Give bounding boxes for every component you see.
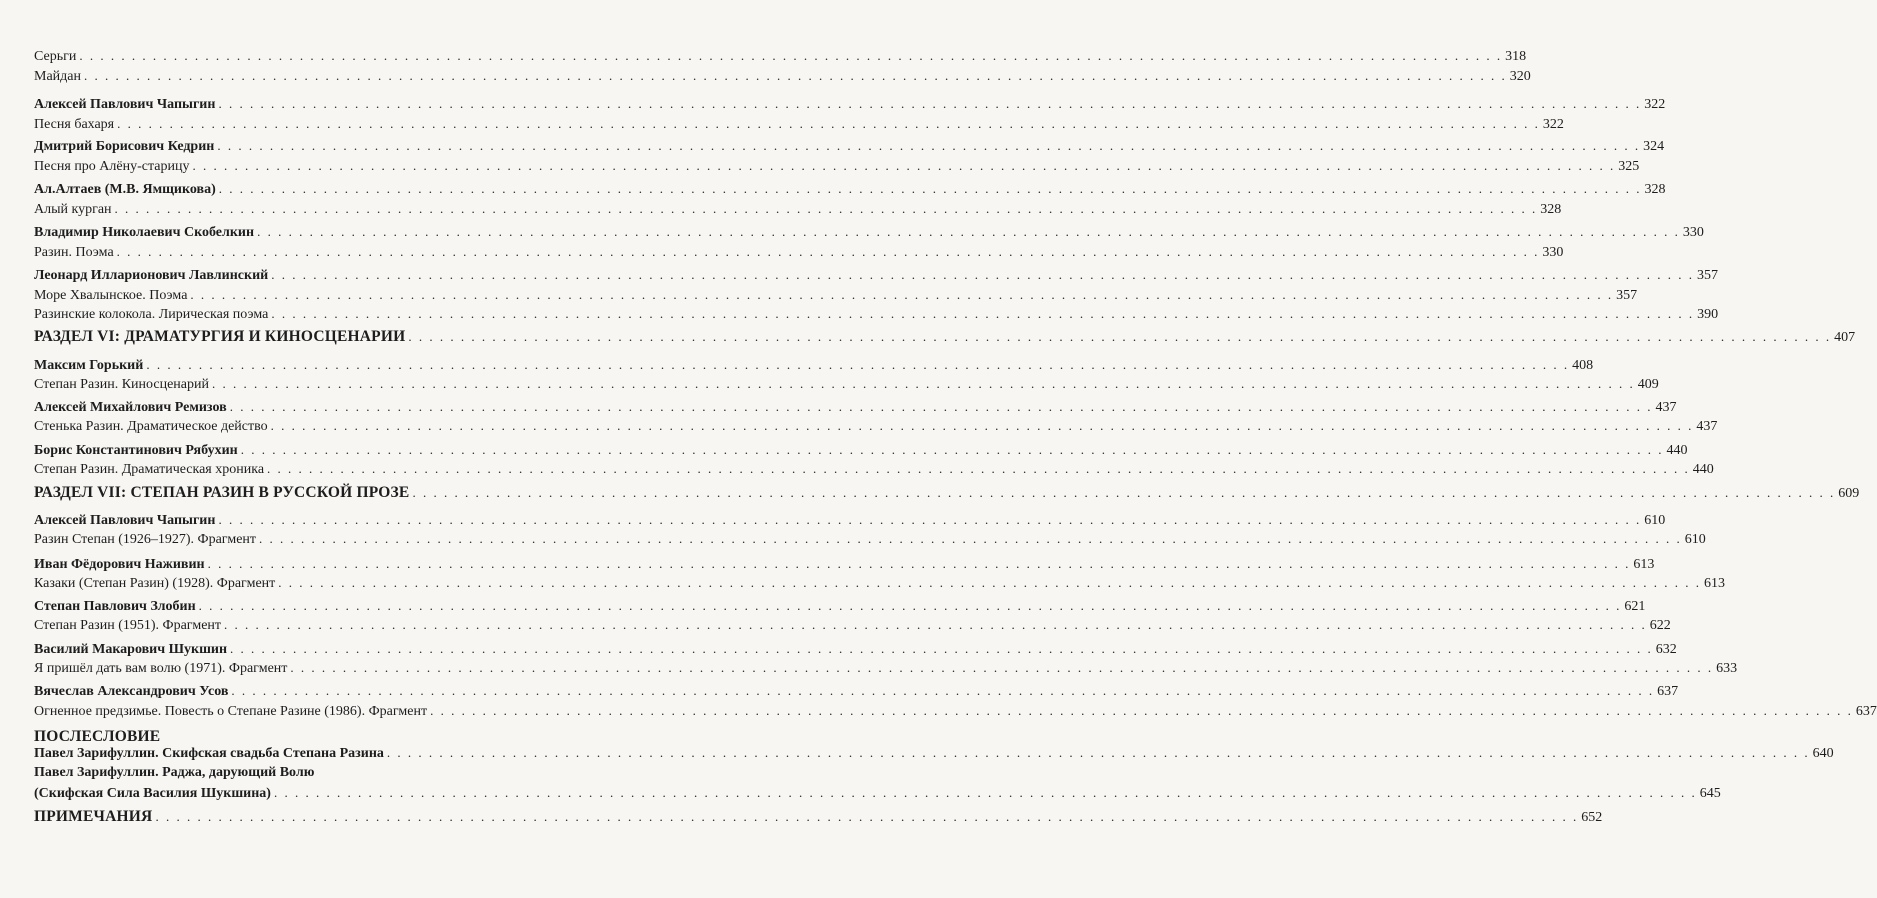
toc-entry-author (34, 181, 1666, 198)
dot-leader (217, 138, 1640, 154)
page-number: 613 (1633, 557, 1655, 572)
toc-entry-author (34, 512, 1666, 529)
dot-leader (278, 575, 1701, 591)
dot-leader (290, 660, 1713, 676)
toc-entry-work (34, 116, 1564, 133)
toc-entry-title: Разин Степан (1926–1927). Фрагмент (34, 532, 257, 547)
toc-entry-title: ПОСЛЕСЛОВИЕ (34, 728, 161, 745)
page-number: 318 (1505, 49, 1527, 64)
toc-entry-title: Серьги (34, 49, 77, 64)
page-number: 330 (1682, 225, 1704, 240)
page-number: 622 (1649, 618, 1671, 633)
page-number: 440 (1666, 443, 1688, 458)
toc-entry-work (34, 201, 1562, 218)
page-number: 637 (1855, 704, 1877, 719)
dot-leader (230, 399, 1653, 415)
toc-entry-title: Майдан (34, 69, 81, 84)
toc-entry-title: Море Хвалынское. Поэма (34, 288, 188, 303)
page-number: 633 (1716, 661, 1738, 676)
toc-entry-author (34, 598, 1646, 615)
toc-entry-afterword (34, 745, 1834, 762)
page-number: 328 (1540, 202, 1562, 217)
page-number: 645 (1699, 786, 1721, 801)
page-number: 322 (1644, 97, 1666, 112)
dot-leader (218, 512, 1641, 528)
toc-entry-title: Иван Фёдорович Наживин (34, 557, 205, 572)
toc-entry-title: Алексей Павлович Чапыгин (34, 513, 216, 528)
dot-leader (408, 329, 1831, 345)
page-number: 330 (1542, 245, 1564, 260)
toc-entry-work (34, 376, 1659, 393)
dot-leader (231, 683, 1654, 699)
page-number: 325 (1618, 159, 1640, 174)
toc-entry-author (34, 267, 1718, 284)
toc-entry-title: Степан Павлович Злобин (34, 599, 196, 614)
toc-entry-title: Песня про Алёну-старицу (34, 159, 190, 174)
toc-entry-author (34, 399, 1677, 416)
toc-entry-section (34, 808, 1603, 826)
dot-leader (190, 287, 1613, 303)
page-number: 407 (1834, 330, 1856, 345)
toc-entry-work (34, 418, 1718, 435)
toc-entry-work (34, 703, 1877, 720)
dot-leader (84, 68, 1507, 84)
page-number: 652 (1581, 810, 1603, 825)
page-number: 610 (1644, 513, 1666, 528)
page-number: 328 (1644, 182, 1666, 197)
toc-entry-title: Песня бахаря (34, 117, 115, 132)
toc-entry-author (34, 556, 1655, 573)
toc-entry-title: Казаки (Степан Разин) (1928). Фрагмент (34, 576, 276, 591)
dot-leader (212, 376, 1635, 392)
page-number: 322 (1542, 117, 1564, 132)
toc-entry-title: РАЗДЕЛ VI: ДРАМАТУРГИЯ И КИНОСЦЕНАРИИ (34, 328, 406, 345)
toc-entry-work (34, 660, 1738, 677)
toc-entry-heading (34, 728, 581, 746)
page-number: 408 (1572, 358, 1594, 373)
dot-leader (271, 306, 1694, 322)
toc-entry-work (34, 48, 1527, 65)
page-number: 357 (1696, 268, 1718, 283)
toc-entry-work (34, 306, 1719, 323)
toc-entry-work (34, 287, 1638, 304)
toc-entry-title: Разин. Поэма (34, 245, 114, 260)
toc-entry-title: Разинские колокола. Лирическая поэма (34, 307, 269, 322)
page-number: 637 (1657, 684, 1679, 699)
dot-leader (219, 181, 1642, 197)
dot-leader (259, 531, 1682, 547)
dot-leader (208, 556, 1631, 572)
page-number: 324 (1643, 139, 1665, 154)
toc-entry-work (34, 244, 1564, 261)
toc-entry-title: Огненное предзимье. Повесть о Степане Разине (1986). Фрагмент (34, 704, 428, 719)
dot-leader (274, 785, 1697, 801)
toc-entry-author (34, 357, 1594, 374)
toc-entry-work (34, 68, 1531, 85)
dot-leader (218, 96, 1641, 112)
toc-entry-title: Павел Зарифуллин. Скифская свадьба Степана Разина (34, 746, 384, 761)
dot-leader (146, 357, 1569, 373)
toc-entry-author (34, 641, 1677, 658)
dot-leader (117, 244, 1540, 260)
toc-entry-title: Дмитрий Борисович Кедрин (34, 139, 215, 154)
dot-leader (430, 703, 1853, 719)
toc-entry-author (34, 442, 1688, 459)
toc-entry-title: Алексей Павлович Чапыгин (34, 97, 216, 112)
dot-leader (115, 201, 1538, 217)
page-number: 621 (1624, 599, 1646, 614)
toc-entry-author (34, 138, 1665, 155)
toc-entry-title: Степан Разин (1951). Фрагмент (34, 618, 222, 633)
page-number: 632 (1655, 642, 1677, 657)
toc-entry-title: Алексей Михайлович Ремизов (34, 400, 227, 415)
page-number: 357 (1616, 288, 1638, 303)
dot-leader (79, 48, 1502, 64)
toc-entry-work (34, 575, 1726, 592)
toc-entry-title: Леонард Илларионович Лавлинский (34, 268, 269, 283)
page-number: 390 (1697, 307, 1719, 322)
toc-entry-work (34, 158, 1640, 175)
toc-entry-work (34, 617, 1671, 634)
toc-entry-title: Степан Разин. Киносценарий (34, 377, 209, 392)
toc-entry-section (34, 328, 1856, 346)
dot-leader (257, 224, 1680, 240)
page-number: 613 (1704, 576, 1726, 591)
dot-leader (387, 745, 1810, 761)
toc-entry-author (34, 96, 1666, 113)
toc-entry-title: РАЗДЕЛ VII: СТЕПАН РАЗИН В РУССКОЙ ПРОЗЕ (34, 484, 410, 501)
toc-entry-afterword (34, 765, 581, 781)
dot-leader (271, 418, 1694, 434)
toc-entry-title: Борис Константинович Рябухин (34, 443, 238, 458)
toc-entry-title: Владимир Николаевич Скобелкин (34, 225, 255, 240)
dot-leader (155, 809, 1578, 825)
page-number: 437 (1696, 419, 1718, 434)
toc-entry-title: Стенька Разин. Драматическое действо (34, 419, 268, 434)
page-number: 409 (1637, 377, 1659, 392)
dot-leader (267, 461, 1690, 477)
toc-entry-afterword (34, 785, 1721, 802)
dot-leader (192, 158, 1615, 174)
toc-entry-work (34, 461, 1714, 478)
page-number: 320 (1509, 69, 1531, 84)
dot-leader (117, 116, 1540, 132)
toc-entry-author (34, 683, 1679, 700)
toc-entry-title: (Скифская Сила Василия Шукшина) (34, 786, 271, 801)
toc-entry-title: Вячеслав Александрович Усов (34, 684, 229, 699)
toc-entry-title: Алый курган (34, 202, 112, 217)
toc-entry-title: ПРИМЕЧАНИЯ (34, 808, 153, 825)
toc-entry-title: Павел Зарифуллин. Раджа, дарующий Волю (34, 765, 315, 780)
toc-entry-author (34, 224, 1704, 241)
toc-entry-work (34, 531, 1706, 548)
page-number: 609 (1838, 486, 1860, 501)
dot-leader (224, 617, 1647, 633)
page-number: 440 (1692, 462, 1714, 477)
dot-leader (199, 598, 1622, 614)
toc-entry-title: Максим Горький (34, 358, 144, 373)
dot-leader (271, 267, 1694, 283)
toc-entry-title: Василий Макарович Шукшин (34, 642, 228, 657)
toc-entry-title: Ал.Алтаев (М.В. Ямщикова) (34, 182, 216, 197)
dot-leader (230, 641, 1653, 657)
toc-entry-section (34, 484, 1860, 502)
page-number: 437 (1655, 400, 1677, 415)
toc-entry-title: Степан Разин. Драматическая хроника (34, 462, 265, 477)
toc-entry-title: Я пришёл дать вам волю (1971). Фрагмент (34, 661, 288, 676)
page-number: 610 (1684, 532, 1706, 547)
dot-leader (412, 485, 1835, 501)
page-number: 640 (1812, 746, 1834, 761)
dot-leader (241, 442, 1664, 458)
